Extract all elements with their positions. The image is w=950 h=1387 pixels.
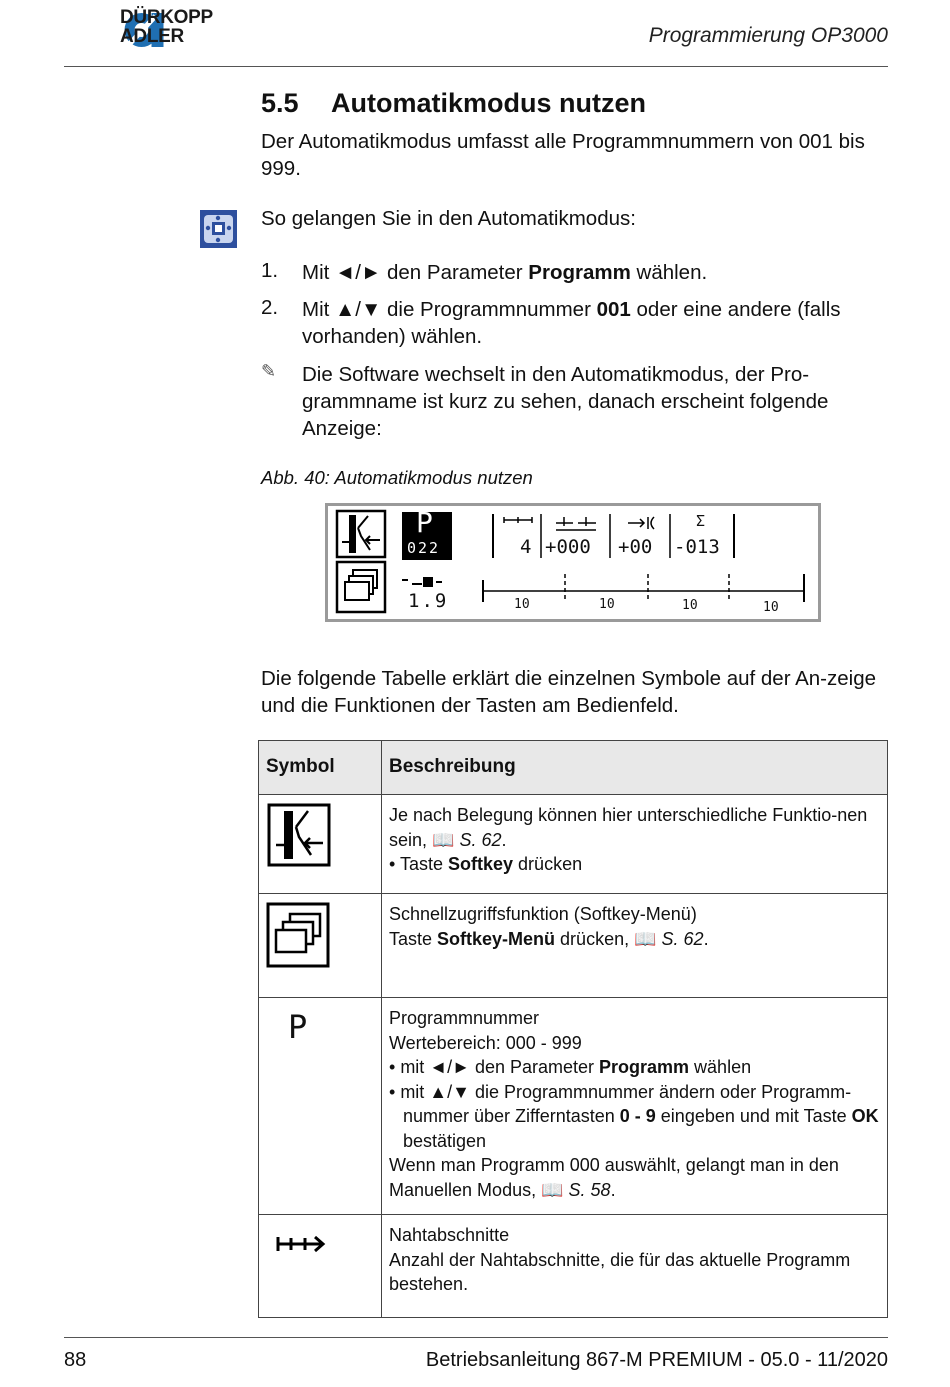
sum-value: -013 xyxy=(674,536,720,558)
step-text: Mit ▲/▼ die Programmnummer 001 oder eine andere (falls vorhanden) wählen. xyxy=(302,298,841,348)
intro-paragraph: Der Automatikmodus umfasst alle Programmnummern von 001 bis 999. xyxy=(261,130,865,180)
column-header-symbol: Symbol xyxy=(259,741,382,795)
seam-sections-value: 4 xyxy=(520,536,532,558)
table-row xyxy=(259,998,888,1215)
header-divider xyxy=(64,66,888,67)
program-symbol: P xyxy=(288,1008,308,1046)
softkey-icon xyxy=(267,803,331,867)
thread-tension-icon xyxy=(628,517,654,529)
sum-icon: Σ xyxy=(696,512,706,530)
section-number: 5.5 xyxy=(261,88,299,118)
figure-caption: Abb. 40: Automatikmodus nutzen xyxy=(261,467,533,488)
step-text: Mit ◄/► den Parameter Programm wählen. xyxy=(302,261,708,284)
step-number: 2. xyxy=(261,296,279,319)
header-title: Programmierung OP3000 xyxy=(648,24,888,47)
row-description: Nahtabschnitte Anzahl der Nahtabschnitte, die für das aktuelle Programm bestehen. xyxy=(382,1215,888,1318)
row-description: Programmnummer Wertebereich: 000 - 999 • mit ◄/► den Parameter Programm wählen • mit ▲/▼ die Programmnummer ändern oder Programm-nummer über Zifferntasten 0 - 9 eingeben und mit Taste OK bestätigen Wenn man Programm 000 auswählt, gelangt man in den Manuellen Modus, 📖 S. 58. xyxy=(382,998,888,1215)
softkey-menu-icon xyxy=(337,562,385,612)
section-title: Automatikmodus nutzen xyxy=(331,88,646,118)
section-heading xyxy=(261,88,646,119)
operator-display xyxy=(325,503,821,622)
table-header-row xyxy=(259,741,888,795)
howto-text: So gelangen Sie in den Automatikmodus: xyxy=(261,207,636,230)
stitch-length-value: 1.9 xyxy=(408,590,449,612)
row-description: Schnellzugriffsfunktion (Softkey-Menü) Taste Softkey-Menü drücken, 📖 S. 62. xyxy=(382,894,888,998)
book-icon: 📖 xyxy=(432,829,455,850)
footer-document-title: Betriebsanleitung 867-M PREMIUM - 05.0 - 11/2020 xyxy=(425,1349,888,1371)
row-description: Je nach Belegung können hier unterschiedliche Funktio-nen sein, 📖 S. 62. • Taste Softkey drücken xyxy=(382,795,888,894)
display-graphics xyxy=(328,506,818,619)
symbol-table xyxy=(258,740,888,1318)
softkey-menu-icon xyxy=(266,902,330,968)
step-number: 1. xyxy=(261,259,279,282)
program-letter: P xyxy=(416,506,433,539)
stitch-offset-icon xyxy=(556,517,596,530)
scale-label: 10 xyxy=(599,597,615,612)
scale-label: 10 xyxy=(682,598,698,613)
table-row xyxy=(259,894,888,998)
stitch-offset-value: +000 xyxy=(545,536,591,558)
footer-divider xyxy=(64,1337,888,1338)
control-panel-icon xyxy=(200,210,237,248)
scale-label: 10 xyxy=(514,597,530,612)
softkey-icon xyxy=(337,511,385,557)
program-number: 022 xyxy=(407,539,441,557)
table-intro: Die folgende Tabelle erklärt die einzelnen Symbole auf der An-zeige und die Funktionen der Tasten am Bedienfeld. xyxy=(261,667,877,717)
table-row xyxy=(259,795,888,894)
stitch-length-icon xyxy=(402,578,442,586)
table-row xyxy=(259,1215,888,1318)
result-text: Die Software wechselt in den Automatikmodus, der Pro-grammname ist kurz zu sehen, danach erscheint folgende Anzeige: xyxy=(302,363,829,440)
brand-name: DÜRKOPP ADLER xyxy=(120,7,213,47)
page-number: 88 xyxy=(64,1349,87,1371)
seam-sections-icon xyxy=(504,517,532,523)
seam-scale xyxy=(483,574,804,602)
result-arrow-icon: ✎ xyxy=(261,361,277,381)
scale-label: 10 xyxy=(763,600,779,615)
column-header-description: Beschreibung xyxy=(382,741,888,795)
book-icon: 📖 xyxy=(541,1179,564,1200)
book-icon: 📖 xyxy=(634,928,657,949)
thread-tension-value: +00 xyxy=(618,536,653,558)
seam-sections-icon xyxy=(275,1229,331,1259)
